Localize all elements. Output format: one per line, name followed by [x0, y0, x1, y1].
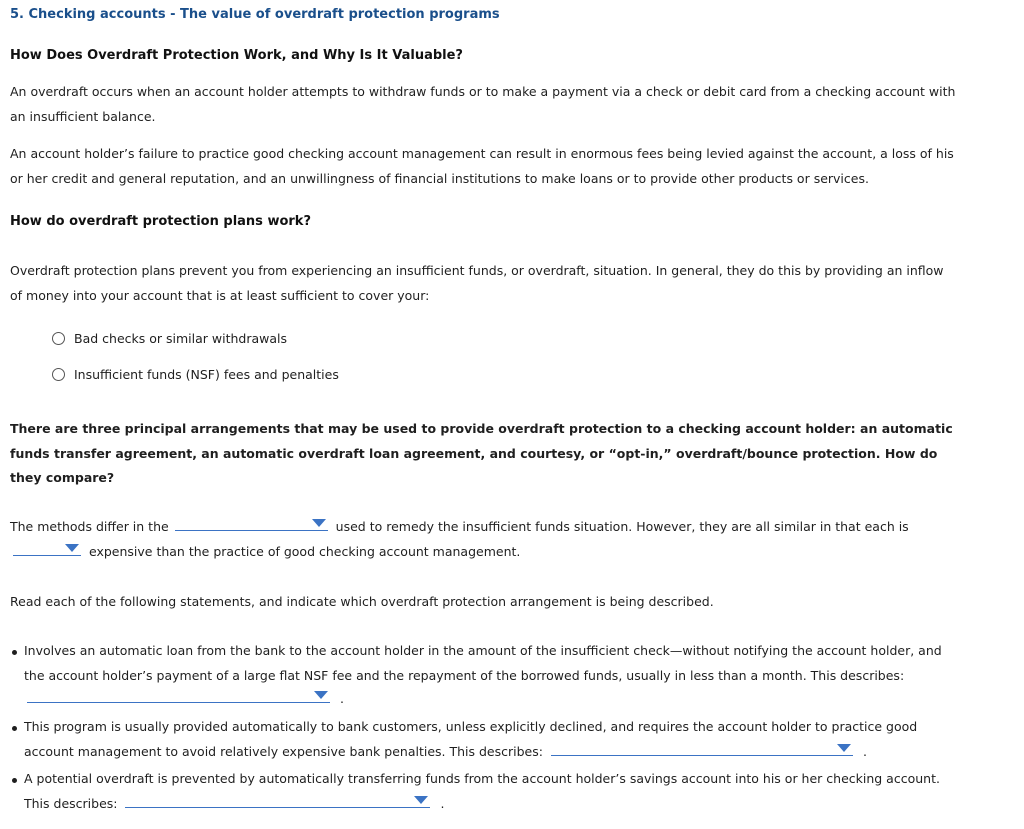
paragraph-account-management: An account holder’s failure to practice good checking account management can result in enormous fees being levied against the account, a loss of his or her credit and general reputation, and an unwillingness of financial institutions to make loans or to provide other products or services.: [10, 146, 954, 186]
methods-differ-dropdown[interactable]: [175, 516, 328, 531]
section-heading-overdraft-value: How Does Overdraft Protection Work, and Why Is It Valuable?: [10, 48, 463, 63]
chevron-down-icon: [414, 796, 428, 804]
radio-option-nsf-fees[interactable]: [52, 367, 339, 382]
bullet-icon: [12, 726, 17, 731]
radio-button[interactable]: [52, 332, 65, 345]
page-title: 5. Checking accounts - The value of overdraft protection programs: [10, 7, 500, 22]
transfer-arrangement-dropdown[interactable]: [125, 793, 430, 808]
statement-item-opt-in: This program is usually provided automatically to bank customers, unless explicitly declined, and requires the account holder to practice good account management to avoid relatively expensive bank penalties. This describes: .: [10, 718, 1010, 764]
radio-label: Insufficient funds (NSF) fees and penalties: [74, 367, 339, 382]
bullet-icon: [12, 650, 17, 655]
chevron-down-icon: [65, 544, 79, 552]
opt-in-arrangement-dropdown[interactable]: [551, 741, 853, 756]
radio-button[interactable]: [52, 368, 65, 381]
statement-item-transfer: A potential overdraft is prevented by automatically transferring funds from the account holder’s savings account into his or her checking account. This describes: .: [10, 770, 1010, 820]
instruction-text: Read each of the following statements, and indicate which overdraft protection arrangement is being described.: [10, 594, 714, 609]
chevron-down-icon: [314, 691, 328, 699]
loan-arrangement-dropdown[interactable]: [27, 688, 330, 703]
bullet-icon: [12, 778, 17, 783]
paragraph-plans-description: Overdraft protection plans prevent you from experiencing an insufficient funds, or overdraft, situation. In general, they do this by providing an inflow of money into your account that is at least sufficient to cover your:: [10, 263, 944, 303]
paragraph-overdraft-definition: An overdraft occurs when an account holder attempts to withdraw funds or to make a payment via a check or debit card from a checking account with an insufficient balance.: [10, 84, 956, 124]
methods-statement: The methods differ in the used to remedy the insufficient funds situation. However, they are all similar in that each is expensive than the practice of good checking account management.: [10, 515, 909, 564]
chevron-down-icon: [312, 519, 326, 527]
statement-item-loan: Involves an automatic loan from the bank to the account holder in the amount of the insufficient check—without notifying the account holder, and the account holder’s payment of a large flat NSF fee and the repayment of the borrowed funds, usually in less than a month. This describes: .: [10, 642, 1010, 712]
radio-option-bad-checks[interactable]: [52, 331, 287, 346]
chevron-down-icon: [837, 744, 851, 752]
expense-comparison-dropdown[interactable]: [13, 541, 81, 556]
comparison-question: There are three principal arrangements that may be used to provide overdraft protection to a checking account holder: an automatic funds transfer agreement, an automatic overdraft loan agreement, and courtesy, or “opt-in,” overdraft/bounce protection. How do they compare?: [10, 421, 953, 485]
section-heading-how-plans-work: How do overdraft protection plans work?: [10, 214, 311, 229]
radio-label: Bad checks or similar withdrawals: [74, 331, 287, 346]
